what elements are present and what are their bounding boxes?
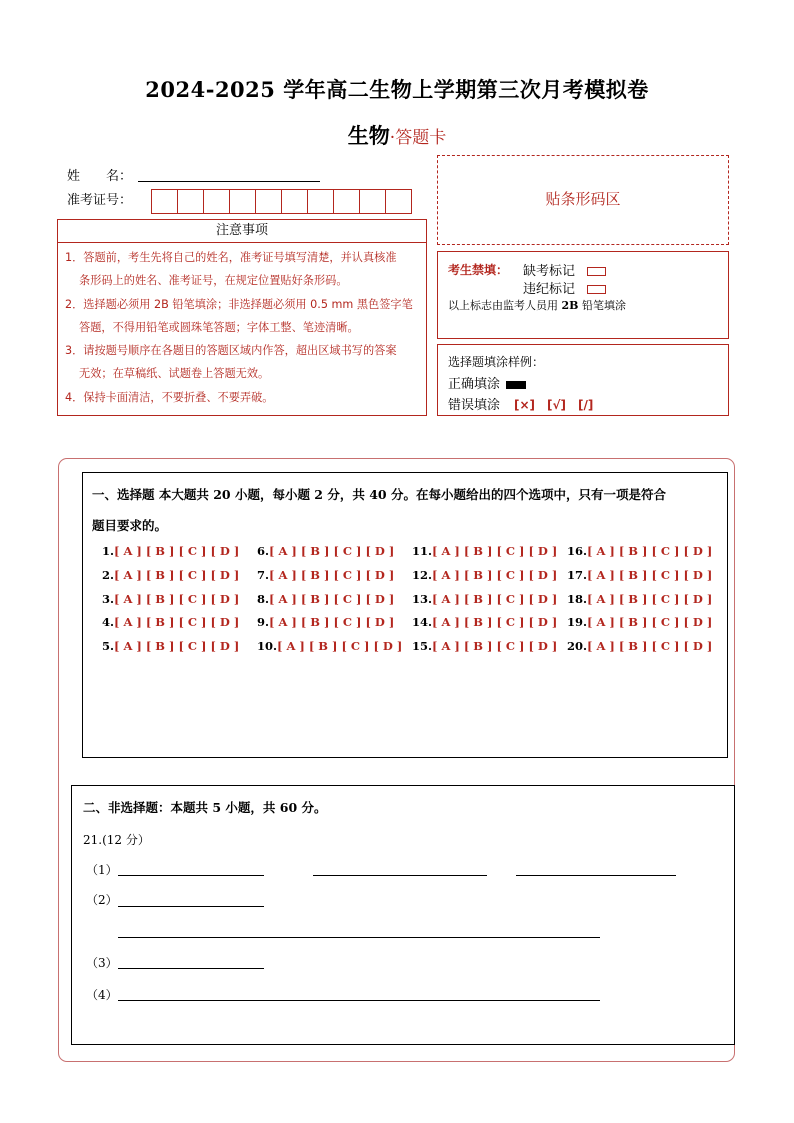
part-2-blank-a[interactable] bbox=[118, 906, 264, 907]
wrong-fill-row bbox=[448, 394, 593, 413]
answer-options[interactable]: [ A ] [ B ] [ C ] [ D ] bbox=[587, 544, 713, 558]
answer-options[interactable]: [ A ] [ B ] [ C ] [ D ] bbox=[432, 592, 558, 606]
choice-question[interactable] bbox=[102, 544, 239, 558]
wrong-fill-marks: [×] [√] [/] bbox=[514, 398, 594, 412]
question-number: 19. bbox=[567, 615, 588, 629]
question-number: 3. bbox=[102, 592, 115, 606]
answer-options[interactable]: [ A ] [ B ] [ C ] [ D ] bbox=[432, 544, 558, 558]
question-21-label: 21.(12 分） bbox=[83, 833, 150, 847]
question-number: 17. bbox=[567, 568, 588, 582]
violation-label: 违纪标记 bbox=[523, 282, 576, 297]
answer-options[interactable]: [ A ] [ B ] [ C ] [ D ] bbox=[587, 615, 713, 629]
question-number: 13. bbox=[412, 592, 433, 606]
notice-line: 1．答题前，考生先将自己的姓名，准考证号填写清楚，并认真核准 bbox=[65, 251, 397, 264]
question-number: 7. bbox=[257, 568, 270, 582]
fill-example-title: 选择题填涂样例： bbox=[448, 355, 545, 369]
forbidden-note-end: 铅笔填涂 bbox=[581, 299, 626, 312]
question-number: 11. bbox=[412, 544, 433, 558]
forbidden-note bbox=[448, 297, 626, 313]
choice-question[interactable] bbox=[567, 639, 712, 653]
part-3-blank[interactable] bbox=[118, 968, 264, 969]
forbidden-note-text: 以上标志由监考人员用 bbox=[448, 299, 558, 312]
absent-mark-row bbox=[523, 260, 606, 279]
part-4-label: （4） bbox=[86, 988, 118, 1002]
choice-question[interactable] bbox=[102, 639, 239, 653]
choice-question[interactable] bbox=[102, 568, 239, 582]
name-label: 姓 名： bbox=[67, 169, 133, 184]
correct-fill-row bbox=[448, 373, 526, 392]
question-number: 15. bbox=[412, 639, 433, 653]
notice-line: 条形码上的姓名、准考证号，在规定位置贴好条形码。 bbox=[79, 274, 348, 288]
id-digit-box[interactable] bbox=[333, 189, 360, 214]
absent-label: 缺考标记 bbox=[523, 264, 576, 279]
part-1-blank-b[interactable] bbox=[313, 875, 487, 876]
answer-options[interactable]: [ A ] [ B ] [ C ] [ D ] bbox=[432, 615, 558, 629]
notice-line: 答题，不得用铅笔或圆珠笔答题；字体工整、笔迹清晰。 bbox=[79, 320, 359, 334]
notice-line: 2．选择题必须用 2B 铅笔填涂；非选择题必须用 0.5 mm 黑色签字笔 bbox=[65, 297, 413, 311]
id-digit-box[interactable] bbox=[203, 189, 230, 214]
subject-label: 生物 bbox=[347, 123, 390, 148]
id-digit-box[interactable] bbox=[229, 189, 256, 214]
answer-options[interactable]: [ A ] [ B ] [ C ] [ D ] bbox=[269, 568, 395, 582]
answer-options[interactable]: [ A ] [ B ] [ C ] [ D ] bbox=[114, 592, 240, 606]
proctor-mark-box bbox=[437, 251, 729, 339]
section1-heading-cont: 题目要求的。 bbox=[92, 518, 168, 533]
exam-id-boxes[interactable] bbox=[151, 189, 411, 214]
id-digit-box[interactable] bbox=[177, 189, 204, 214]
question-number: 9. bbox=[257, 615, 270, 629]
answer-options[interactable]: [ A ] [ B ] [ C ] [ D ] bbox=[269, 544, 395, 558]
correct-fill-label: 正确填涂 bbox=[448, 377, 501, 392]
choice-question[interactable] bbox=[567, 544, 712, 558]
notice-heading: 注意事项 bbox=[57, 219, 427, 243]
question-number: 1. bbox=[102, 544, 115, 558]
part-1-blank-a[interactable] bbox=[118, 875, 264, 876]
question-number: 20. bbox=[567, 639, 588, 653]
forbidden-title: 考生禁填： bbox=[448, 263, 509, 277]
id-digit-box[interactable] bbox=[255, 189, 282, 214]
absent-mark-box[interactable] bbox=[587, 267, 606, 276]
notice-line: 无效；在草稿纸、试题卷上答题无效。 bbox=[79, 367, 270, 381]
question-number: 4. bbox=[102, 615, 115, 629]
choice-question[interactable] bbox=[257, 544, 394, 558]
answer-options[interactable]: [ A ] [ B ] [ C ] [ D ] bbox=[114, 544, 240, 558]
barcode-label: 贴条形码区 bbox=[545, 190, 621, 208]
choice-question[interactable] bbox=[257, 639, 402, 653]
violation-mark-row bbox=[523, 278, 606, 297]
choice-question[interactable] bbox=[257, 615, 394, 629]
part-3-label: （3） bbox=[86, 956, 118, 970]
id-digit-box[interactable] bbox=[385, 189, 412, 214]
choice-question[interactable] bbox=[567, 568, 712, 582]
question-number: 2. bbox=[102, 568, 115, 582]
filled-mark-sample bbox=[506, 381, 526, 389]
part-2-blank-b[interactable] bbox=[118, 937, 600, 938]
question-number: 8. bbox=[257, 592, 270, 606]
wrong-fill-label: 错误填涂 bbox=[448, 398, 501, 413]
question-number: 14. bbox=[412, 615, 433, 629]
part-1-label: （1） bbox=[86, 863, 118, 877]
section1-heading: 一、选择题 本大题共 20 小题，每小题 2 分，共 40 分。在每小题给出的四个选项中，只有一项是符合 bbox=[92, 487, 666, 502]
choice-question[interactable] bbox=[567, 615, 712, 629]
part-2-label: （2） bbox=[86, 893, 118, 907]
notice-line: 4．保持卡面清洁，不要折叠、不要弄破。 bbox=[65, 390, 274, 404]
answer-options[interactable]: [ A ] [ B ] [ C ] [ D ] bbox=[587, 568, 713, 582]
exam-id-label: 准考证号： bbox=[67, 193, 133, 208]
choice-question[interactable] bbox=[412, 639, 557, 653]
barcode-area bbox=[437, 155, 729, 245]
choice-question[interactable] bbox=[257, 568, 394, 582]
section2-heading: 二、非选择题：本题共 5 小题，共 60 分。 bbox=[83, 800, 327, 815]
question-number: 12. bbox=[412, 568, 433, 582]
notice-box bbox=[57, 242, 427, 416]
name-field[interactable] bbox=[138, 181, 320, 182]
answer-options[interactable]: [ A ] [ B ] [ C ] [ D ] bbox=[114, 639, 240, 653]
choice-question[interactable] bbox=[102, 615, 239, 629]
choice-question[interactable] bbox=[567, 592, 712, 606]
answer-options[interactable]: [ A ] [ B ] [ C ] [ D ] bbox=[269, 615, 395, 629]
page-subtitle bbox=[0, 120, 794, 150]
card-type-label: ·答题卡 bbox=[389, 128, 447, 148]
choice-question[interactable] bbox=[412, 615, 557, 629]
answer-options[interactable]: [ A ] [ B ] [ C ] [ D ] bbox=[114, 568, 240, 582]
question-number: 10. bbox=[257, 639, 278, 653]
choice-question[interactable] bbox=[412, 568, 557, 582]
id-digit-box[interactable] bbox=[281, 189, 308, 214]
part-4-blank[interactable] bbox=[118, 1000, 600, 1001]
forbidden-note-bold: 2B bbox=[561, 299, 579, 312]
question-number: 18. bbox=[567, 592, 588, 606]
answer-options[interactable]: [ A ] [ B ] [ C ] [ D ] bbox=[277, 639, 403, 653]
part-1-blank-c[interactable] bbox=[516, 875, 676, 876]
answer-options[interactable]: [ A ] [ B ] [ C ] [ D ] bbox=[269, 592, 395, 606]
question-number: 5. bbox=[102, 639, 115, 653]
id-digit-box[interactable] bbox=[151, 189, 178, 214]
notice-line: 3．请按题号顺序在各题目的答题区域内作答，超出区域书写的答案 bbox=[65, 344, 397, 358]
answer-options[interactable]: [ A ] [ B ] [ C ] [ D ] bbox=[432, 639, 558, 653]
page-title: 2024-2025 学年高二生物上学期第三次月考模拟卷 bbox=[145, 77, 649, 102]
id-digit-box[interactable] bbox=[307, 189, 334, 214]
fill-example-box bbox=[437, 344, 729, 416]
non-choice-section bbox=[71, 785, 735, 1045]
choice-question[interactable] bbox=[102, 592, 239, 606]
id-digit-box[interactable] bbox=[359, 189, 386, 214]
answer-options[interactable]: [ A ] [ B ] [ C ] [ D ] bbox=[432, 568, 558, 582]
choice-question[interactable] bbox=[257, 592, 394, 606]
answer-options[interactable]: [ A ] [ B ] [ C ] [ D ] bbox=[587, 592, 713, 606]
choice-question[interactable] bbox=[412, 592, 557, 606]
violation-mark-box[interactable] bbox=[587, 285, 606, 294]
answer-options[interactable]: [ A ] [ B ] [ C ] [ D ] bbox=[587, 639, 713, 653]
question-number: 6. bbox=[257, 544, 270, 558]
question-number: 16. bbox=[567, 544, 588, 558]
choice-question[interactable] bbox=[412, 544, 557, 558]
answer-options[interactable]: [ A ] [ B ] [ C ] [ D ] bbox=[114, 615, 240, 629]
